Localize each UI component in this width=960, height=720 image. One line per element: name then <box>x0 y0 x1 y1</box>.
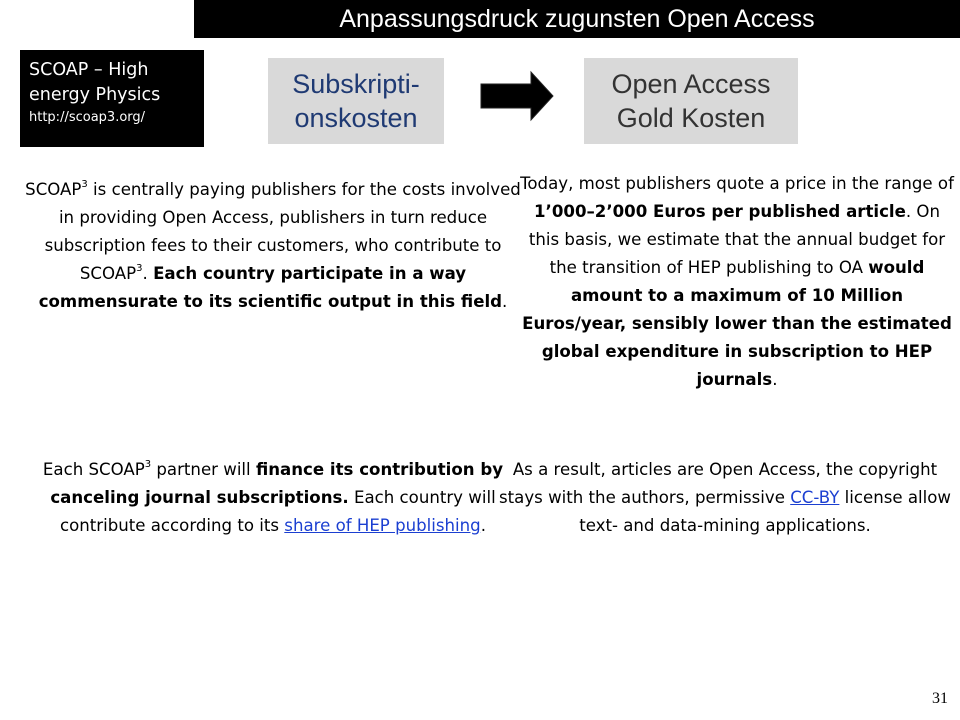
text: Today, most publishers quote a price in the range of <box>520 174 954 193</box>
paragraph-scoap-payment <box>18 176 528 316</box>
scoap-url[interactable]: http://scoap3.org/ <box>29 110 146 125</box>
text: license allow text- and data-mining applications. <box>579 488 951 535</box>
open-access-line2: Gold Kosten <box>616 103 766 133</box>
subscription-costs-line1: Subskripti- <box>292 69 420 99</box>
text: As a result, articles are Open Access, the copyright stays with the authors, permissive <box>499 460 938 507</box>
superscript: 3 <box>81 179 88 191</box>
cc-by-link[interactable]: CC-BY <box>790 488 840 507</box>
text: partner will <box>151 460 256 479</box>
paragraph-partner-financing <box>18 456 528 540</box>
text: SCOAP <box>25 180 82 199</box>
subscription-costs-box <box>268 58 444 144</box>
paragraph-publisher-prices <box>520 170 954 394</box>
scoap-label-line2: energy Physics <box>29 85 161 105</box>
text: Each country will contribute according to its <box>59 488 496 535</box>
paragraph-open-access-result <box>490 456 960 540</box>
bold-text: 1’000–2’000 Euros per published article <box>534 202 906 221</box>
text: is centrally paying publishers for the costs involved in providing Open Access, publishers in turn reduce subscription fees to their customers, who contribute to SCOAP <box>44 180 521 283</box>
text: . <box>502 292 508 311</box>
bold-text: Each country participate in a way commensurate to its scientific output in this field <box>38 264 503 311</box>
slide-title: Anpassungsdruck zugunsten Open Access <box>194 0 960 38</box>
superscript: 3 <box>136 263 143 275</box>
scoap-label-box <box>20 50 204 147</box>
arrow-right-icon <box>479 70 555 122</box>
open-access-gold-costs-box <box>584 58 798 144</box>
superscript: 3 <box>144 459 152 471</box>
share-of-hep-publishing-link[interactable]: share of HEP publishing <box>284 516 481 535</box>
text: . On this basis, we estimate that the annual budget for the transition of HEP publishing to OA <box>528 202 946 277</box>
open-access-line1: Open Access <box>611 69 771 99</box>
text: . <box>142 264 154 283</box>
page-number: 31 <box>932 690 948 707</box>
bold-text: finance its contribution by canceling journal subscriptions. <box>50 460 504 507</box>
text: . <box>480 516 486 535</box>
text: Each SCOAP <box>42 460 145 479</box>
text: . <box>772 370 778 389</box>
subscription-costs-line2: onskosten <box>294 103 418 133</box>
scoap-label-line1: SCOAP – High <box>29 60 149 80</box>
bold-text: would amount to a maximum of 10 Million Euros/year, sensibly lower than the estimated global expenditure in subscription to HEP journals <box>522 258 952 389</box>
